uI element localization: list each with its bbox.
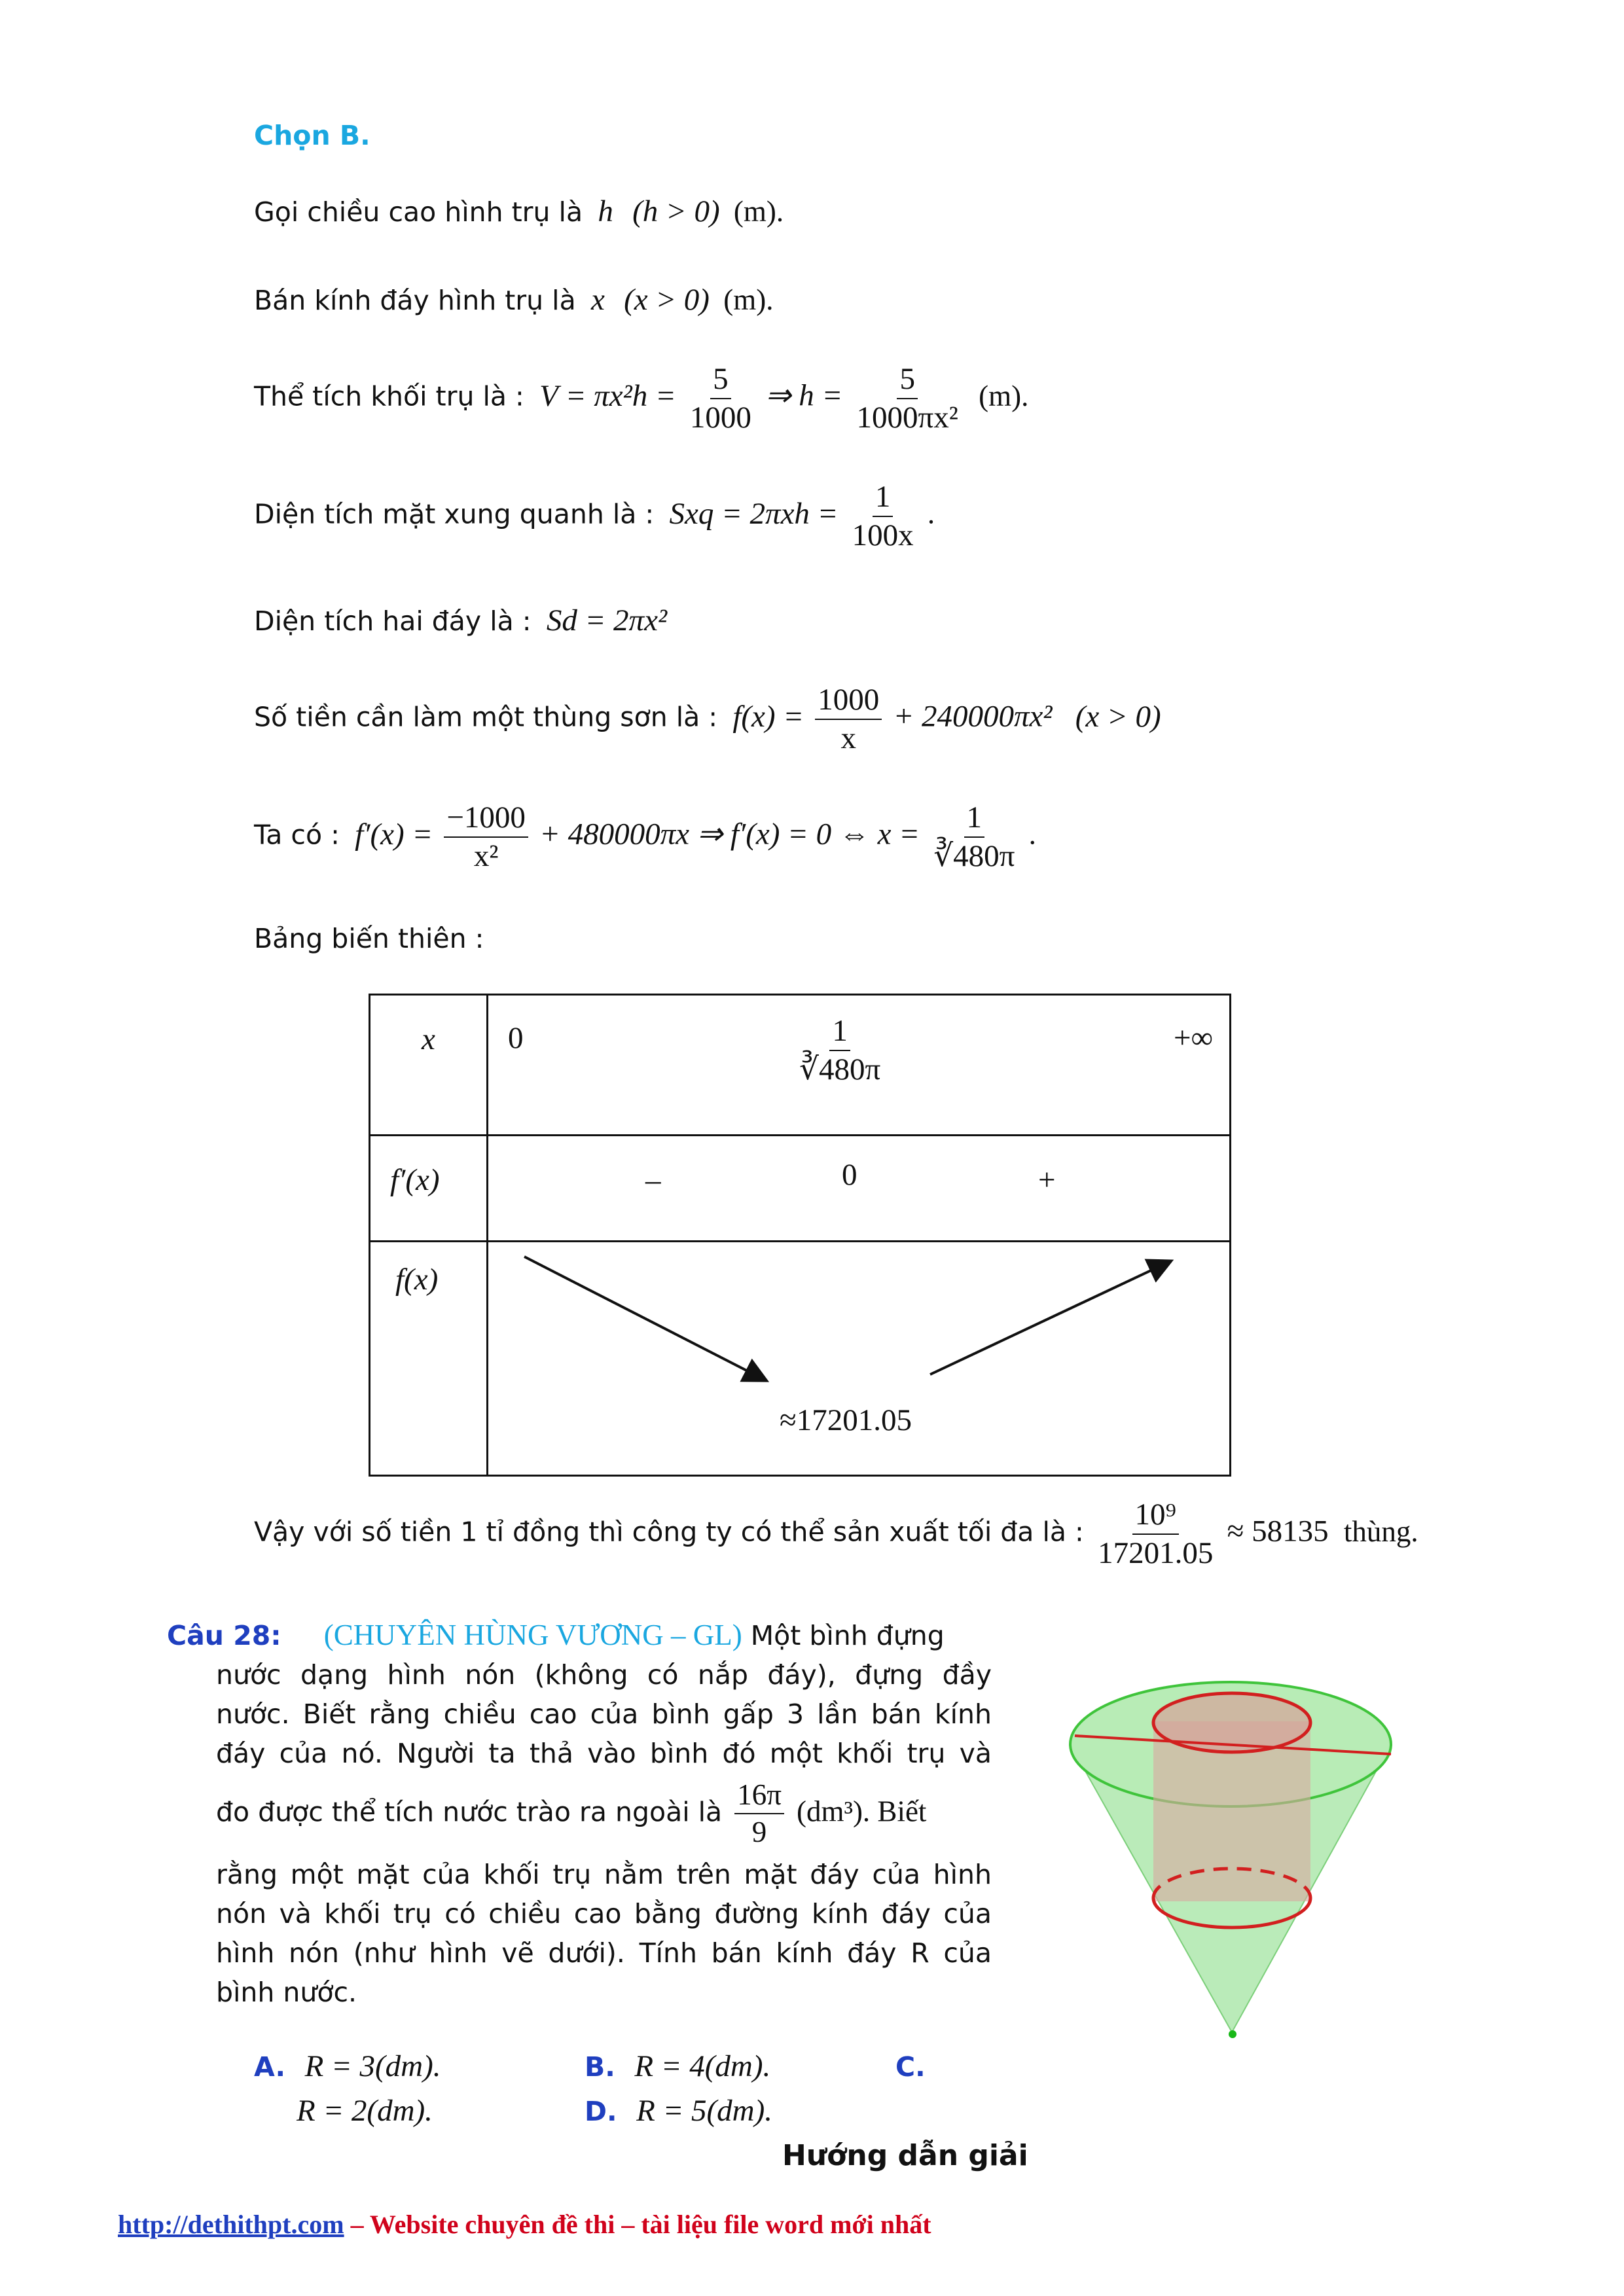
sign-negative: – <box>645 1163 661 1197</box>
answer-a[interactable]: A. R = 3(dm). <box>254 2049 441 2083</box>
footer <box>118 2209 931 2240</box>
answer-c-text[interactable]: R = 2(dm). <box>297 2094 433 2128</box>
fraction: $\frac{16\pi}{9}$ <box>734 1780 784 1848</box>
variation-table <box>369 994 1231 1477</box>
variation-table-label: Bảng biến thiên : <box>254 923 484 954</box>
increasing-arrow <box>930 1262 1169 1374</box>
line-volume-formula: Thể tích khối trụ là : V = πx²h = $\frac{5}{1000}$ ⇒ h = $\frac{5}{\text{1000πx²}}$ (m). <box>254 362 1029 435</box>
footer-tagline: – Website chuyên đề thi – tài liệu file word mới nhất <box>344 2210 931 2239</box>
solution-heading: Hướng dẫn giải <box>782 2139 1028 2172</box>
cone-cylinder-figure <box>1060 1662 1401 2055</box>
question-label: Câu 28: <box>167 1620 281 1651</box>
x-end: +∞ <box>1173 1021 1213 1055</box>
line-height-definition: Gọi chiều cao hình trụ là h (h > 0) (m). <box>254 194 784 228</box>
cylinder-top <box>1153 1693 1310 1752</box>
answer-c-label[interactable]: C. <box>895 2051 926 2083</box>
answer-d[interactable]: D. R = 5(dm). <box>585 2094 773 2128</box>
answer-b[interactable]: B. R = 4(dm). <box>585 2049 771 2083</box>
row-derivative-signs-cell <box>488 1136 1231 1242</box>
cone-apex <box>1229 2030 1236 2038</box>
question-28: Câu 28: (CHUYÊN HÙNG VƯƠNG – GL) Một bình đựng nước dạng hình nón (không có nắp đáy), đựng đầy nước. Biết rằng chiều cao của bình gấp 3 lần bán kính đáy của nó. Người ta thả vào bình đó một khối trụ và đo được thể tích nước trào ra ngoài là $\frac{16\pi}{9}$ (dm³). Biết rằng một mặt của khối trụ nằm trên mặt đáy của hình nón và khối trụ có chiều cao bằng đường kính đáy của hình nón (như hình vẽ dưới). Tính bán kính đáy R của bình nước. <box>167 1619 992 2008</box>
decreasing-arrow <box>524 1257 765 1380</box>
line-derivative: Ta có : f′(x) = $\frac{-1000}{\text{x²}}$ + 480000πx ⇒ f′(x) = 0 ⇔ x = $\frac{1}{∛480\pi}$ . <box>254 800 1036 874</box>
line-cost-function: Số tiền cần làm một thùng sơn là : f(x) = $\frac{1000}{x}$ + 240000πx² (x > 0) <box>254 683 1161 756</box>
answer-choice-heading: Chọn B. <box>254 120 370 151</box>
sign-positive: + <box>1038 1163 1056 1197</box>
row-derivative-label-cell: f′(x) <box>370 1136 488 1242</box>
line-base-area: Diện tích hai đáy là : Sd = 2πx² <box>254 603 668 637</box>
fraction: $\frac{1000}{x}$ <box>815 684 882 755</box>
derivative-zero: 0 <box>842 1158 857 1192</box>
fraction: $\frac{1}{∛480\pi}$ <box>933 800 1015 874</box>
conclusion-line: Vậy với số tiền 1 tỉ đồng thì công ty có thể sản xuất tối đa là : $\frac{\text{10⁹}}{17201.05}$ ≈ 58135 thùng. <box>254 1498 1418 1571</box>
fraction: $\frac{5}{\text{1000πx²}}$ <box>856 362 958 435</box>
x-critical: $\frac{1}{∛480\pi}$ <box>799 1014 881 1087</box>
fraction: $\frac{5}{1000}$ <box>689 362 751 435</box>
footer-link[interactable]: http://dethithpt.com <box>118 2210 344 2239</box>
minimum-value: ≈17201.05 <box>780 1403 912 1437</box>
fraction: $\frac{1}{100x}$ <box>852 480 914 553</box>
question-source: (CHUYÊN HÙNG VƯƠNG – GL) <box>323 1619 742 1651</box>
x-start: 0 <box>508 1021 524 1055</box>
row-function-label-cell: f(x) <box>370 1242 488 1476</box>
row-function-arrows-cell <box>488 1242 1231 1476</box>
line-lateral-area: Diện tích mặt xung quanh là : Sxq = 2πxh = $\frac{1}{100x}$ . <box>254 480 935 553</box>
row-x-values-cell <box>488 995 1231 1136</box>
row-x-label-cell: x <box>370 995 488 1136</box>
fraction: $\frac{-1000}{\text{x²}}$ <box>444 802 528 873</box>
fraction: $\frac{\text{10⁹}}{17201.05}$ <box>1098 1498 1214 1571</box>
line-radius-definition: Bán kính đáy hình trụ là x (x > 0) (m). <box>254 283 774 317</box>
